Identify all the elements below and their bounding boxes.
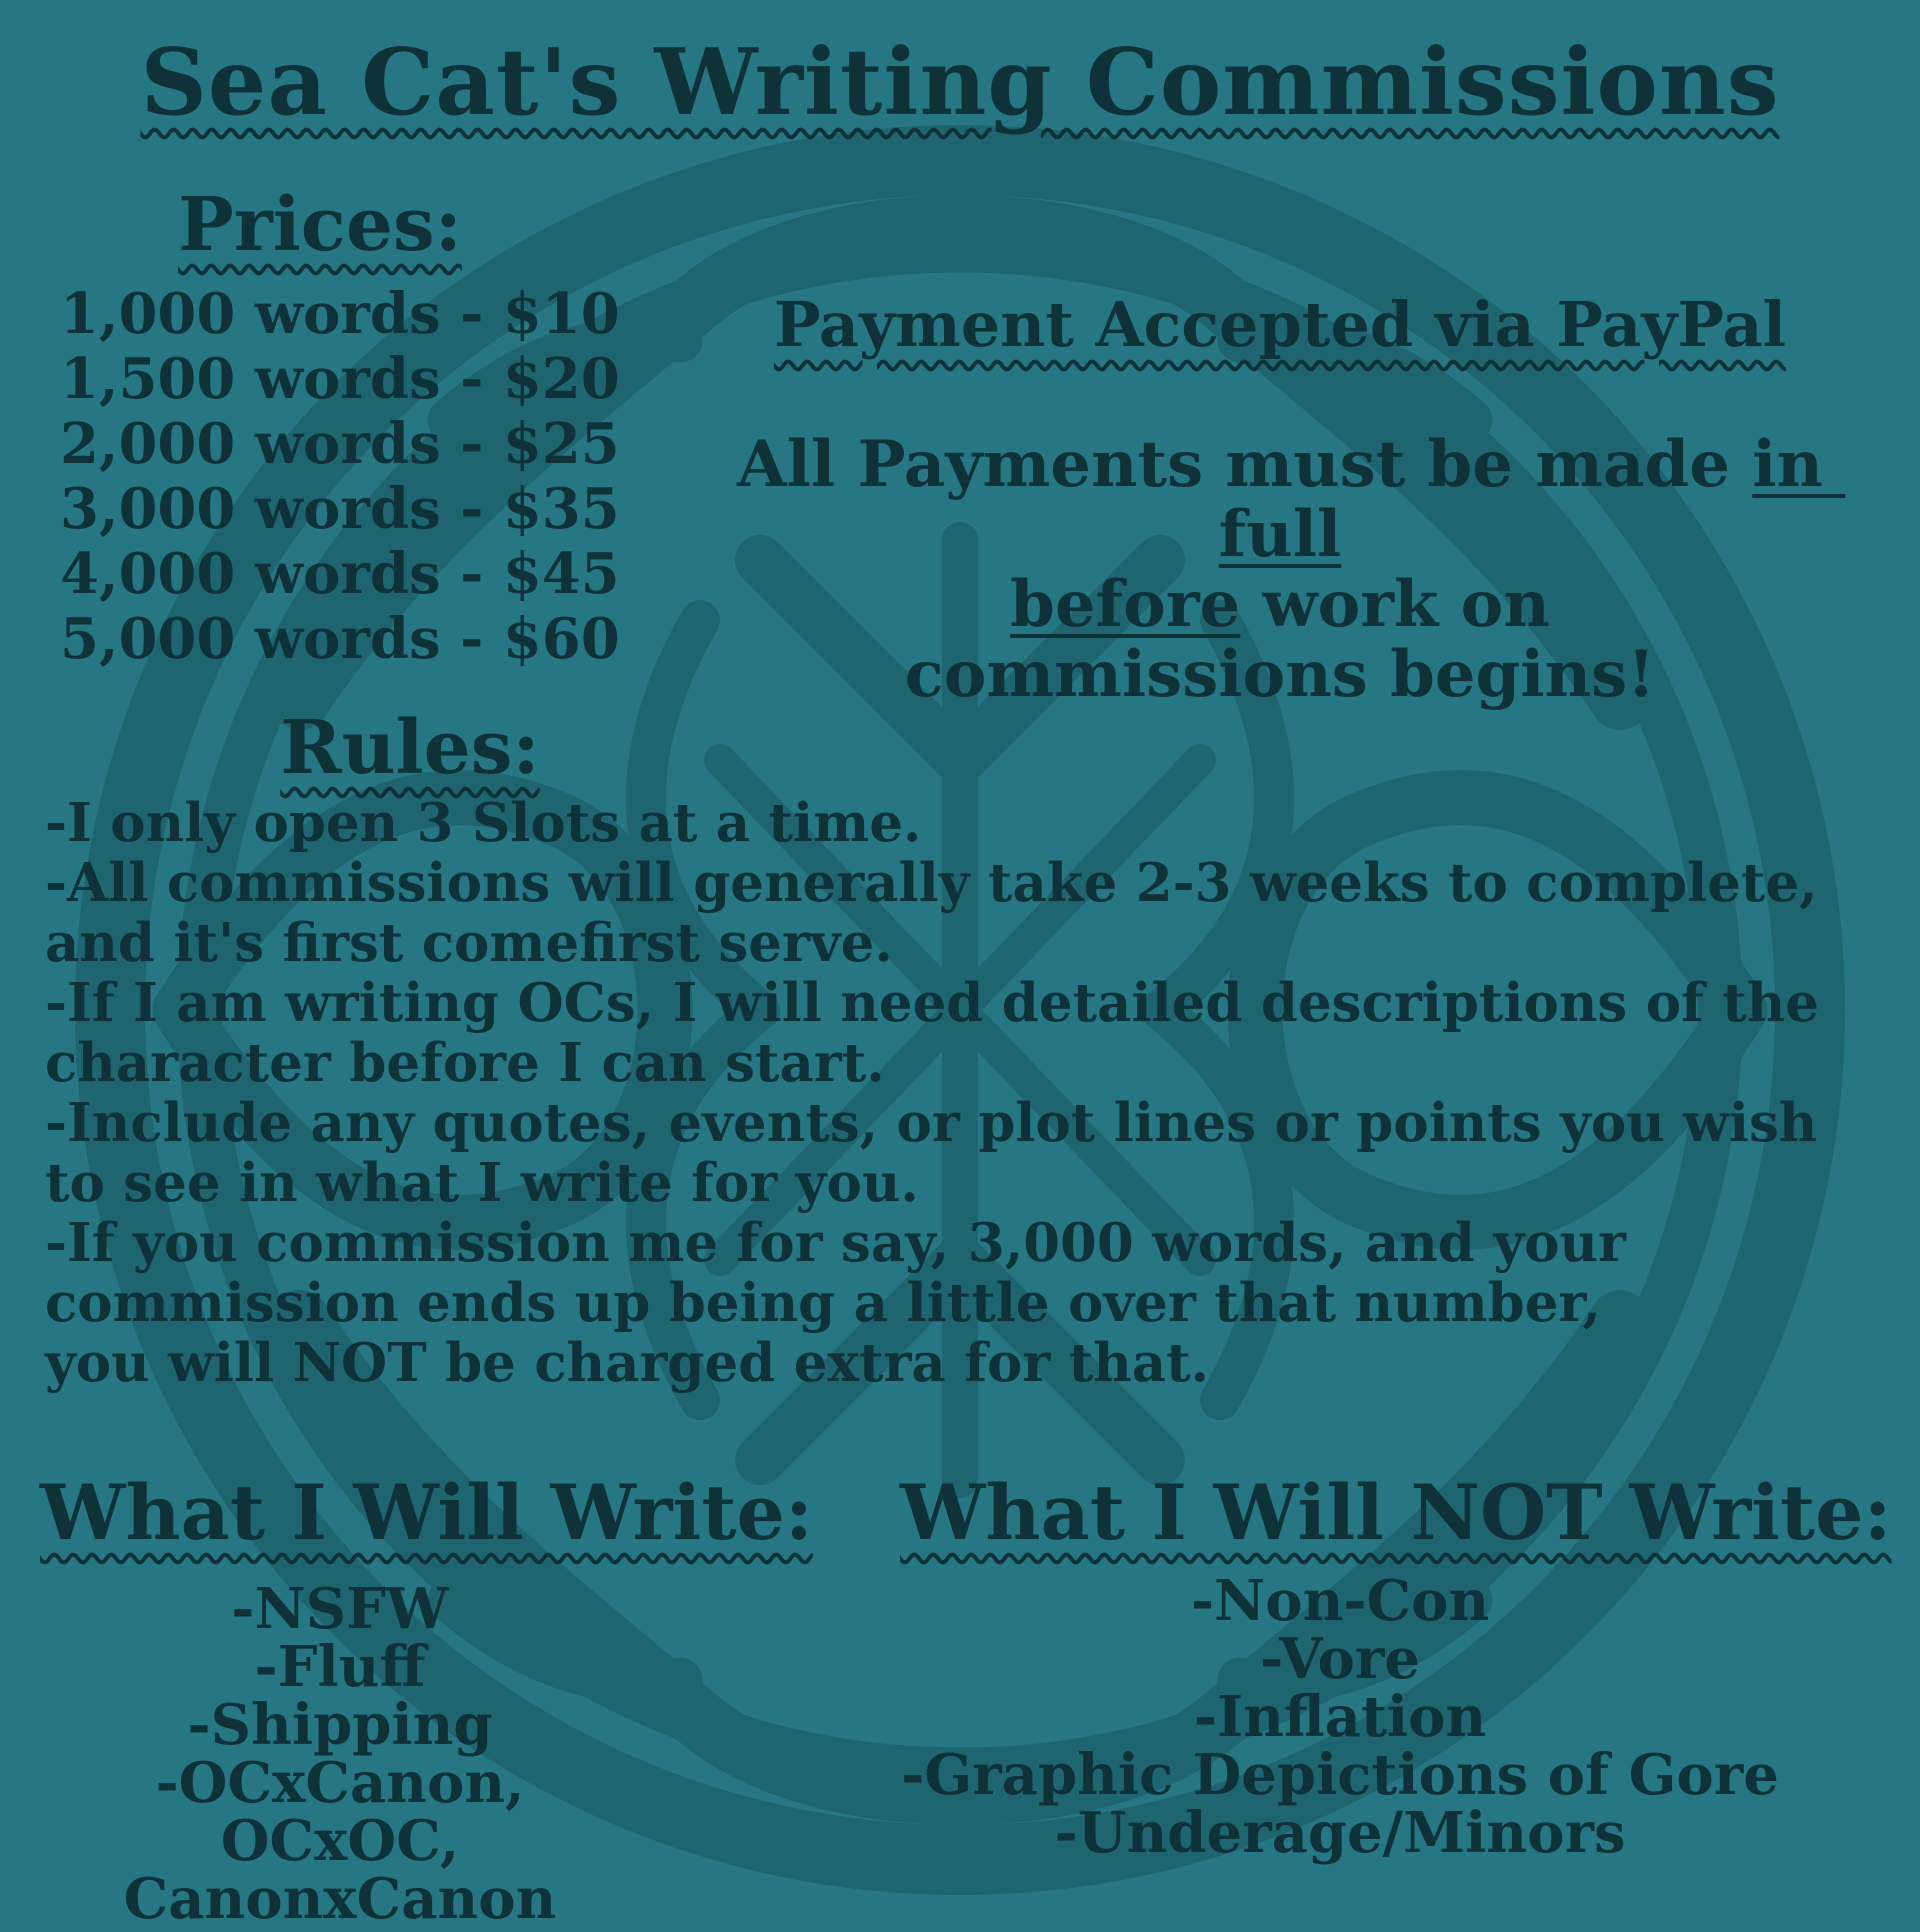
payment-note-text: work on [1240, 567, 1550, 642]
will-write-item: -OCxCanon, OCxOC, CanonxCanon [123, 1750, 557, 1932]
price-item: 1,000 words - $10 [60, 281, 620, 347]
price-item: 5,000 words - $60 [60, 606, 620, 672]
rules-list [45, 793, 1885, 1393]
price-item: 4,000 words - $45 [60, 541, 620, 607]
will-not-write-item: -Underage/Minors [1054, 1800, 1626, 1866]
will-not-write-list [880, 1568, 1800, 1866]
payment-note-emphasis: before [1010, 567, 1241, 642]
rule-item: -If I am writing OCs, I will need detailed descriptions of the character before I can start. [45, 972, 1820, 1094]
price-list [60, 282, 620, 672]
rule-item: -If you commission me for say, 3,000 words, and your commission ends up being a little over that number, you will NOT be charged extra for that. [45, 1212, 1626, 1394]
prices-heading: Prices: [178, 182, 462, 268]
page-title: Sea Cat's Writing Commissions [140, 28, 1780, 136]
rule-item: -Include any quotes, events, or plot lines or points you wish to see in what I write for you. [45, 1092, 1818, 1214]
will-write-item: -NSFW [231, 1576, 449, 1642]
price-item: 2,000 words - $25 [60, 411, 620, 477]
price-item: 3,000 words - $35 [60, 476, 620, 542]
will-write-item: -Fluff [254, 1634, 426, 1700]
rules-heading: Rules: [280, 705, 540, 791]
rule-item: -All commissions will generally take 2-3 weeks to complete, and it's first comefirst serve. [45, 852, 1818, 974]
will-write-list [30, 1576, 650, 1932]
will-write-heading: What I Will Write: [40, 1468, 813, 1557]
will-not-write-item: -Vore [1260, 1626, 1420, 1692]
payment-heading: Payment Accepted via PayPal [773, 288, 1787, 361]
will-not-write-item: -Non-Con [1190, 1568, 1490, 1634]
payment-note [690, 427, 1870, 712]
will-not-write-item: -Inflation [1193, 1684, 1487, 1750]
payment-note-emphasis: in full [1218, 427, 1846, 572]
will-not-write-heading: What I Will NOT Write: [900, 1468, 1892, 1557]
payment-note-text: commissions begins! [904, 637, 1656, 712]
will-write-item: -Shipping [187, 1692, 493, 1758]
price-item: 1,500 words - $20 [60, 346, 620, 412]
will-not-write-item: -Graphic Depictions of Gore [901, 1742, 1779, 1808]
payment-note-text: All Payments must be made [736, 427, 1753, 502]
rule-item: -I only open 3 Slots at a time. [45, 792, 922, 854]
